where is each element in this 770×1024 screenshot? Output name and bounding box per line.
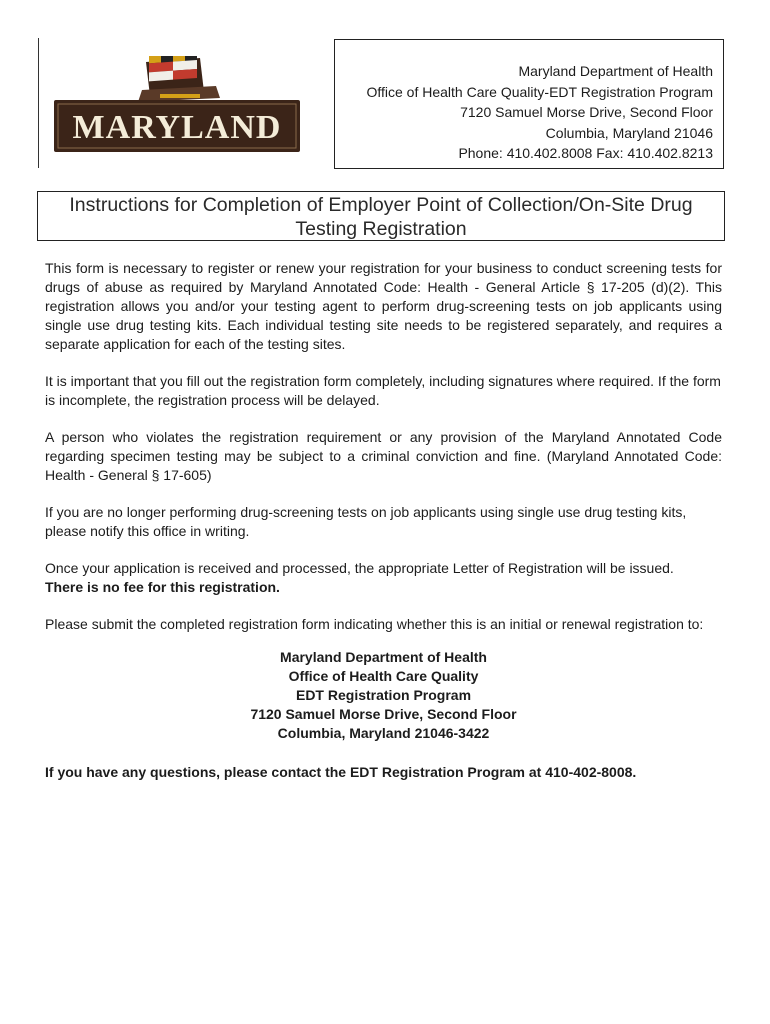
agency-phone-fax: Phone: 410.402.8008 Fax: 410.402.8213 [458, 145, 713, 161]
paragraph-processing [45, 559, 722, 597]
submission-agency: Maryland Department of Health [280, 649, 487, 665]
agency-office: Office of Health Care Quality-EDT Registration Program [366, 83, 713, 100]
agency-address-box [334, 39, 724, 169]
submission-office: Office of Health Care Quality [288, 668, 479, 684]
agency-street: 7120 Samuel Morse Drive, Second Floor [460, 104, 713, 120]
flag-emblem [138, 56, 220, 102]
contact-notice: If you have any questions, please contact the EDT Registration Program at 410-402-8008. [45, 764, 637, 780]
submission-city: Columbia, Maryland 21046-3422 [277, 725, 490, 741]
logo-wordmark: MARYLAND [72, 109, 282, 146]
paragraph-notify: If you are no longer performing drug-screening tests on job applicants using single use drug testing kits, please notify this office in writing. [45, 504, 687, 539]
maryland-logo-graphic [54, 56, 300, 152]
instructions-body [45, 259, 722, 782]
submission-street: 7120 Samuel Morse Drive, Second Floor [250, 706, 517, 722]
no-fee-notice: There is no fee for this registration. [45, 579, 280, 595]
header-divider-line [38, 38, 39, 168]
maryland-logo [54, 56, 300, 152]
agency-city: Columbia, Maryland 21046 [545, 124, 713, 141]
document-title-line-2: Testing Registration [295, 218, 467, 240]
processing-text: Once your application is received and processed, the appropriate Letter of Registration will be issued. [45, 560, 674, 576]
submission-address [45, 648, 722, 743]
document-title-box [37, 191, 725, 241]
submission-program: EDT Registration Program [295, 687, 472, 703]
paragraph-completeness: It is important that you fill out the registration form completely, including signatures where required. If the form is incomplete, the registration process will be delayed. [45, 373, 721, 408]
document-title-line-1: Instructions for Completion of Employer Point of Collection/On-Site Drug [69, 194, 693, 216]
agency-name: Maryland Department of Health [518, 63, 713, 79]
paragraph-purpose: This form is necessary to register or renew your registration for your business to conduct screening tests for drugs of abuse as required by Maryland Annotated Code: Health - General Article § 17-205 (d)(2). This registration allows you and/or your testing agent to perform drug-screening tests on job applicants using single use drug testing kits. Each individual testing site needs to be registered separately, and requires a separate application for each of the testing sites. [45, 260, 722, 352]
paragraph-violations: A person who violates the registration requirement or any provision of the Maryland Annotated Code regarding specimen testing may be subject to a criminal conviction and fine. (Maryland Annotated Code: Health - General § 17-605) [45, 429, 722, 483]
paragraph-submit: Please submit the completed registration form indicating whether this is an initial or renewal registration to: [45, 616, 704, 632]
